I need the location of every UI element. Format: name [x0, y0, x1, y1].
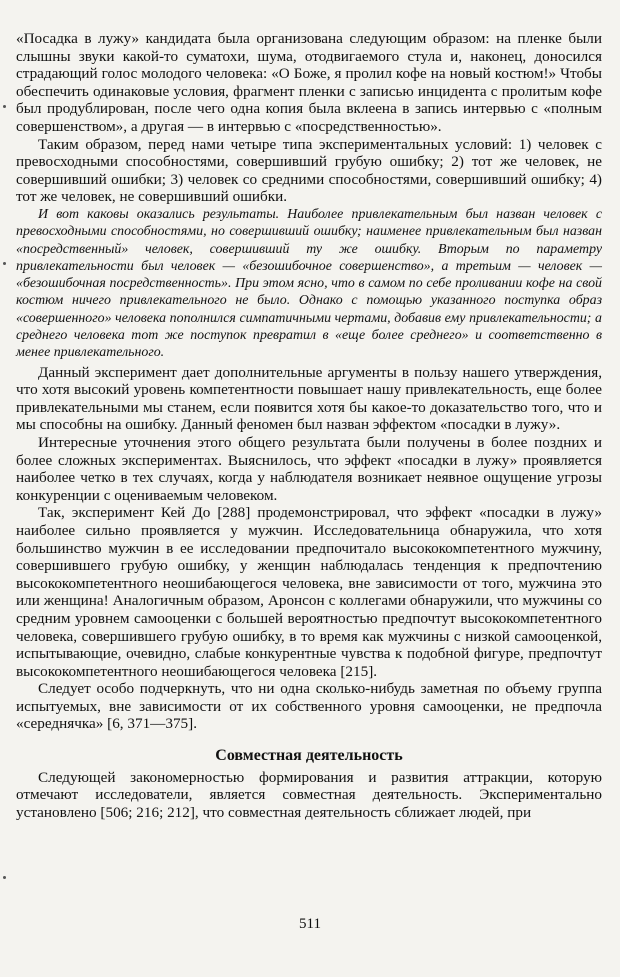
body-text [16, 30, 602, 821]
paragraph-pratfall-effect: Данный эксперимент дает дополнительные аргументы в пользу нашего утверждения, что хотя высокий уровень компетентности повышает нашу привлекательность, еще более привлекательными мы станем, если появится хотя бы какое-то доказательство того, что и мы способны на ошибку. Данный феномен был назван эффектом «посадки в лужу». [16, 363, 602, 434]
paragraph-four-conditions: Таким образом, перед нами четыре типа экспериментальных условий: 1) человек с превосходными способностями, совершивший грубую ошибку; 2) тот же человек, не совершивший ошибки; 3) человек со средними способностями, совершивший ошибку; 4) тот же человек, не совершивший ошибки. [16, 135, 602, 206]
paragraph-puddle-setup: «Посадка в лужу» кандидата была организована следующим образом: на пленке были слышны звуки какой-то суматохи, шума, отодвигаемого стула и, наконец, доносился страдающий голос молодого человека: «О Боже, я пролил кофе на новый костюм!» Чтобы обеспечить одинаковые условия, фрагмент пленки с записью инцидента с пролитым кофе был продублирован, после чего одна копия была вклеена в запись интервью с «полным совершенством», а другая — в интервью с «посредственностью». [16, 30, 602, 135]
section-heading: Совместная деятельность [215, 747, 403, 765]
margin-mark [3, 876, 6, 879]
paragraph-refinements: Интересные уточнения этого общего результата были получены в более поздних и более сложных экспериментах. Выяснилось, что эффект «посадки в лужу» проявляется наиболее четко в тех случаях, когда у наблюдателя возникает неявное ощущение угрозы конкуренции с оцениваемым человеком. [16, 433, 602, 504]
margin-mark [3, 262, 6, 265]
paragraph-kay-deaux: Так, эксперимент Кей До [288] продемонстрировал, что эффект «посадки в лужу» наиболее сильно проявляется у мужчин. Исследовательница обнаружила, что хотя большинство мужчин в ее исследовании предпочитало высококомпетентного мужчину, совершившего грубую ошибку, у женщин наблюдалась тенденция к предпочтению высококомпетентного неошибающегося человека, вне зависимости от того, мужчина это или женщина! Аналогичным образом, Аронсон с коллегами обнаружили, что мужчины со средним уровнем самооценки с большей вероятностью предпочтут высококомпетентного человека, совершившего грубую ошибку, в то время как мужчины с низкой самооценкой, испытывающие, очевидно, слабые конкурентные чувства к подобной фигуре, предпочтут высококомпетентного неошибающегося человека [215]. [16, 504, 602, 680]
paragraph-joint-activity: Следующей закономерностью формирования и развития аттракции, которую отмечают исследователи, является совместная деятельность. Экспериментально установлено [506; 216; 212], что совместная деятельность сближает людей, при [16, 768, 602, 821]
paragraph-results: И вот каковы оказались результаты. Наиболее привлекательным был назван человек с превосходными способностями, но совершивший ошибку; наименее привлекательным был назван «посредственный» человек, совершивший ту же ошибку. Вторым по параметру привлекательности был человек — «безошибочное совершенство», а третьим — человек — «безошибочная посредственность». При этом ясно, что в самом по себе проливании кофе на свой костюм ничего привлекательного не было. Однако с помощью указанного поступка образ «совершенного» человека пополнился симпатичными чертами, добавив ему привлекательности; а среднего человека тот же поступок превратил в «еще более среднего» и соответственно в менее привлекательного. [16, 206, 602, 361]
margin-mark [3, 105, 6, 108]
page-number: 511 [299, 916, 321, 932]
paragraph-no-average: Следует особо подчеркнуть, что ни одна сколько-нибудь заметная по объему группа испытуемых, вне зависимости от их собственного уровня самооценки, не предпочла «середнячка» [6, 371—375]. [16, 680, 602, 733]
